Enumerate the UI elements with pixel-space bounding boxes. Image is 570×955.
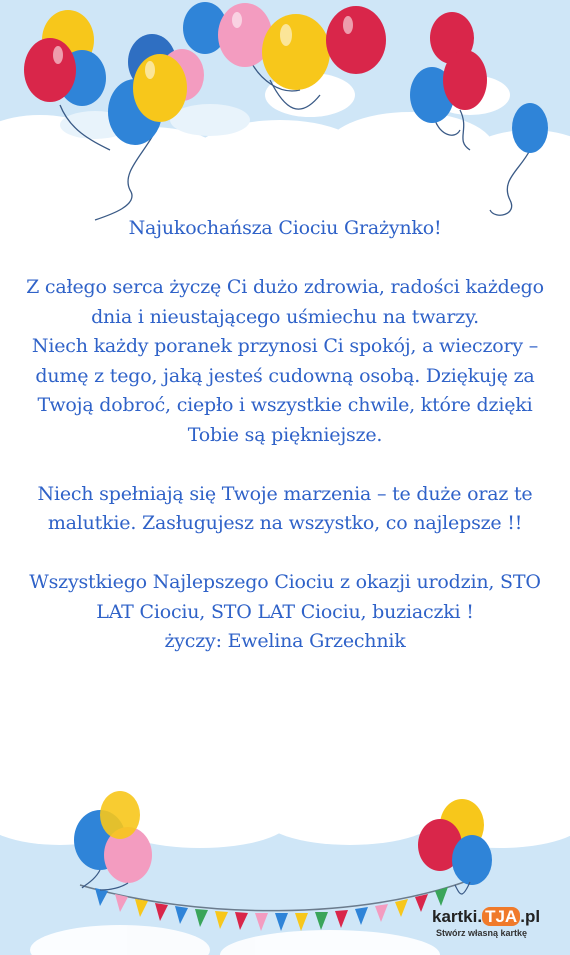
- site-logo: [432, 907, 562, 945]
- logo-suffix: .pl: [520, 907, 541, 926]
- message-line: Niech spełniają się Twoje marzenia – te duże oraz te: [37, 482, 533, 505]
- message-line: malutkie. Zasługujesz na wszystko, co najlepsze !!: [47, 512, 523, 534]
- message-line: LAT Ciociu, STO LAT Ciociu, buziaczki !: [96, 600, 474, 623]
- message-line: Tobie są piękniejsze.: [187, 423, 383, 446]
- signature-line: życzy: Ewelina Grzechnik: [164, 630, 406, 652]
- greeting-line: Najukochańsza Ciociu Grażynko!: [128, 217, 442, 239]
- message-line: Wszystkiego Najlepszego Ciociu z okazji urodzin, STO: [29, 571, 541, 593]
- logo-prefix: kartki.: [432, 907, 483, 926]
- logo-badge: TJA: [482, 907, 520, 926]
- message-line: Z całego serca życzę Ci dużo zdrowia, radości każdego: [26, 276, 544, 298]
- logo-wordmark: [432, 907, 540, 927]
- logo-tagline: Stwórz własną kartkę: [436, 928, 528, 938]
- message-line: Niech każdy poranek przynosi Ci spokój, a wieczory –: [31, 335, 539, 357]
- balloons-top-illustration: [0, 0, 570, 240]
- message-line: dnia i nieustającego uśmiechu na twarzy.: [91, 305, 479, 328]
- message-line: Twoją dobroć, ciepło i wszystkie chwile, które dzięki: [37, 394, 533, 416]
- card-message: [22, 214, 548, 657]
- message-line: dumę z tego, jaką jesteś cudowną osobą. Dziękuję za: [35, 364, 535, 387]
